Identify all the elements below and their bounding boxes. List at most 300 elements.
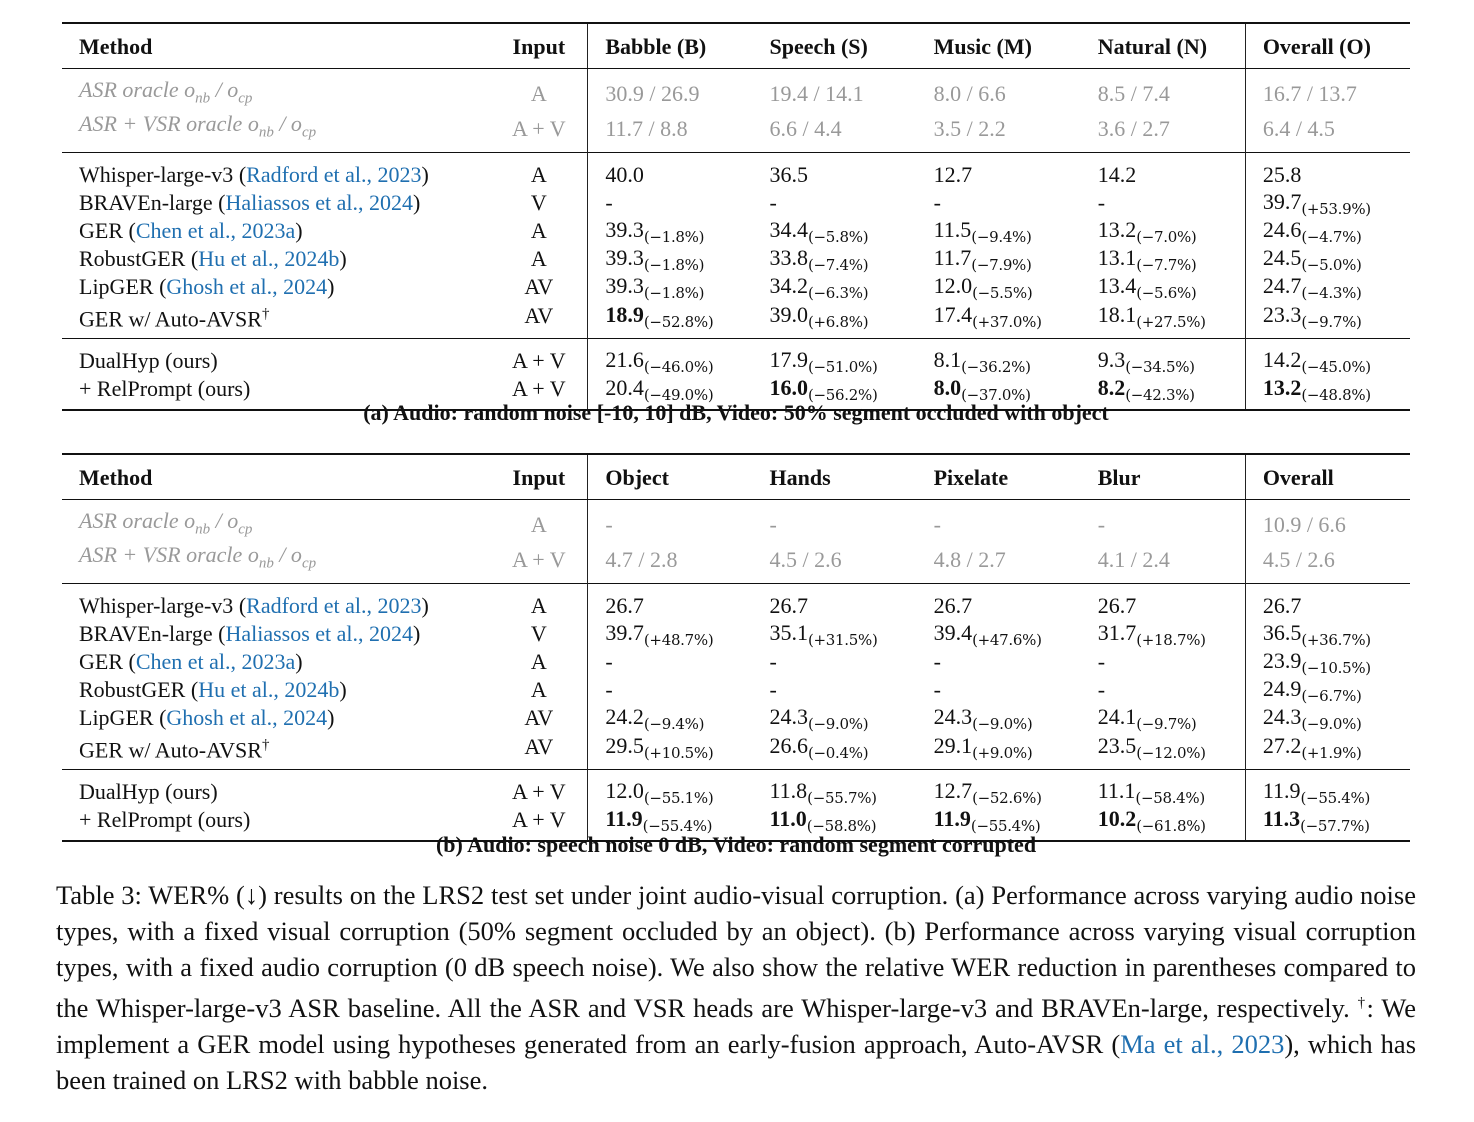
- citation-link[interactable]: Haliassos et al., 2024: [225, 189, 414, 215]
- oracle-subscript: nb: [195, 521, 211, 538]
- value-cell: [1081, 732, 1246, 770]
- method-cell: [62, 339, 490, 376]
- value-cell: [588, 189, 753, 217]
- relative-change: (−57.7%): [1300, 817, 1370, 836]
- table-row: [62, 500, 1410, 543]
- method-cell: BRAVEn-large (Haliassos et al., 2024): [79, 189, 421, 215]
- method-name: + RelPrompt (ours): [79, 376, 251, 402]
- value-cell: [588, 245, 753, 273]
- relative-change: (+6.8%): [807, 313, 869, 332]
- dagger-mark: †: [261, 736, 270, 753]
- value-cell: [917, 301, 1081, 339]
- table-row: [62, 620, 1410, 648]
- input-cell: A + V: [512, 115, 566, 141]
- baseline-rows-group: [62, 583, 1410, 769]
- value-cell: [917, 676, 1081, 704]
- column-header: Method: [62, 23, 490, 69]
- method-cell: GER (Chen et al., 2023a): [79, 217, 303, 243]
- relative-change: (−12.0%): [1136, 744, 1206, 763]
- value-cell: [752, 189, 916, 217]
- relative-change: (−5.6%): [1136, 283, 1197, 302]
- oracle-subscript: cp: [238, 521, 253, 538]
- value-cell: [917, 245, 1081, 273]
- relative-change: (−48.8%): [1301, 386, 1371, 405]
- value-cell: [917, 732, 1081, 770]
- table-row: [62, 217, 1410, 245]
- citation-year[interactable]: 2023: [377, 161, 422, 187]
- citation-year[interactable]: 2023a: [241, 648, 296, 674]
- wer-value: 36.5: [1262, 619, 1302, 645]
- value-cell: [917, 152, 1081, 189]
- value-cell: [1081, 620, 1246, 648]
- value-cell: [752, 770, 916, 807]
- input-cell: AV: [524, 734, 554, 760]
- value-cell: 3.6 / 2.7: [1097, 115, 1170, 141]
- value-cell: 16.7 / 13.7: [1245, 69, 1410, 112]
- method-name: BRAVEn-large: [79, 620, 213, 646]
- citation-link[interactable]: Chen et al., 2023a: [135, 217, 296, 243]
- wer-value: 24.3: [1262, 703, 1302, 729]
- value-cell: [917, 583, 1081, 620]
- input-cell: A + V: [512, 348, 566, 374]
- value-cell: [1245, 676, 1410, 704]
- wer-value: -: [1097, 648, 1106, 674]
- citation-link[interactable]: Hu et al., 2024b: [198, 245, 340, 271]
- method-cell: ASR oracle $o_{nb} / o_{cp}$: [79, 77, 253, 107]
- input-cell: A: [530, 676, 547, 702]
- input-cell: A: [530, 217, 547, 243]
- value-cell: [1081, 704, 1246, 732]
- wer-value: 11.7: [933, 244, 972, 270]
- citation-author[interactable]: Ghosh et al.: [166, 273, 273, 299]
- column-header: Overall (O): [1245, 23, 1410, 69]
- citation-author[interactable]: Radford et al.: [246, 161, 367, 187]
- wer-value: 17.9: [769, 347, 808, 373]
- wer-value: 39.3: [605, 244, 644, 270]
- value-cell: [1081, 301, 1246, 339]
- column-header: Blur: [1081, 454, 1246, 500]
- table-row: [62, 245, 1410, 273]
- value-cell: 11.7 / 8.8: [588, 111, 753, 152]
- value-cell: [752, 704, 916, 732]
- relative-change: (−49.0%): [643, 386, 714, 405]
- value-cell: -: [1097, 512, 1106, 538]
- value-cell: 4.7 / 2.8: [588, 542, 753, 583]
- wer-value: -: [605, 676, 613, 702]
- table-row: [62, 189, 1410, 217]
- citation-year[interactable]: 2024: [369, 189, 414, 215]
- wer-value: -: [1097, 189, 1106, 215]
- relative-change: (−55.4%): [1300, 789, 1371, 808]
- table-row: [62, 301, 1410, 339]
- citation-author[interactable]: Ma et al.: [1120, 1028, 1217, 1059]
- value-cell: [588, 583, 753, 620]
- method-name: DualHyp (ours): [79, 779, 218, 805]
- method-cell: ASR + VSR oracle $o_{nb} / o_{cp}$: [79, 542, 317, 572]
- relative-change: (−1.8%): [643, 283, 705, 302]
- wer-value: -: [605, 189, 613, 215]
- relative-change: (−5.8%): [807, 227, 869, 246]
- wer-value: 11.9: [605, 806, 643, 832]
- wer-value: -: [769, 189, 777, 215]
- method-name: Whisper-large-v3: [79, 161, 234, 187]
- relative-change: (−7.9%): [971, 255, 1032, 274]
- value-cell: [1245, 189, 1410, 217]
- relative-change: (−6.7%): [1301, 686, 1362, 705]
- wer-value: 18.1: [1097, 302, 1137, 328]
- wer-value: 26.7: [933, 592, 973, 618]
- wer-value: 24.5: [1262, 244, 1302, 270]
- wer-value: 11.9: [1262, 778, 1301, 804]
- table-a-caption: (a) Audio: random noise [-10, 10] dB, Video: 50% segment occluded with object: [363, 400, 1109, 425]
- value-cell: [752, 301, 916, 339]
- wer-value: 27.2: [1262, 733, 1302, 759]
- value-cell: [1245, 583, 1410, 620]
- wer-value: 36.5: [769, 161, 808, 187]
- value-cell: 3.5 / 2.2: [933, 115, 1006, 141]
- citation-author[interactable]: Hu et al.: [198, 676, 274, 702]
- value-cell: 4.1 / 2.4: [1097, 546, 1170, 572]
- baseline-rows-group: [62, 152, 1410, 338]
- value-cell: [752, 152, 916, 189]
- wer-value: 34.4: [769, 216, 808, 242]
- relative-change: (−10.5%): [1301, 658, 1371, 677]
- column-header: Music (M): [917, 23, 1081, 69]
- ours-rows-group: [62, 770, 1410, 842]
- value-cell: [1245, 770, 1410, 807]
- value-cell: [752, 620, 916, 648]
- method-name: GER w/ Auto-AVSR: [79, 306, 262, 332]
- value-cell: [1245, 339, 1410, 376]
- relative-change: (+9.0%): [972, 744, 1033, 763]
- relative-change: (+31.5%): [807, 630, 878, 649]
- method-cell: [62, 301, 490, 339]
- wer-value: 16.0: [769, 375, 808, 401]
- value-cell: [752, 273, 916, 301]
- wer-value: 8.1: [933, 347, 962, 373]
- relative-change: (+27.5%): [1136, 313, 1206, 332]
- relative-change: (−56.2%): [807, 386, 878, 405]
- relative-change: (−1.8%): [643, 227, 705, 246]
- value-cell: 8.5 / 7.4: [1097, 81, 1170, 107]
- method-name: RobustGER: [79, 245, 186, 271]
- header-row: [62, 454, 1410, 500]
- relative-change: (−0.4%): [807, 744, 869, 763]
- relative-change: (+37.0%): [972, 313, 1042, 332]
- table-row: [62, 111, 1410, 152]
- value-cell: [917, 770, 1081, 807]
- wer-value: 23.9: [1262, 647, 1302, 673]
- method-cell: [62, 732, 490, 770]
- value-cell: [1081, 217, 1246, 245]
- relative-change: (−9.7%): [1136, 714, 1197, 733]
- value-cell: 6.6 / 4.4: [769, 115, 842, 141]
- relative-change: (+36.7%): [1301, 630, 1371, 649]
- header-row: [62, 23, 1410, 69]
- method-cell: BRAVEn-large (Haliassos et al., 2024): [79, 620, 421, 646]
- wer-value: 26.7: [1097, 592, 1137, 618]
- method-cell: Whisper-large-v3 (Radford et al., 2023): [79, 161, 429, 187]
- input-cell: AV: [524, 273, 554, 299]
- relative-change: (−55.4%): [970, 817, 1041, 836]
- relative-change: (+53.9%): [1301, 199, 1371, 218]
- relative-change: (−61.8%): [1136, 817, 1206, 836]
- value-cell: [917, 704, 1081, 732]
- caption-text-end: ), which has been trained on LRS2 with babble noise.: [56, 1028, 1417, 1095]
- table-b-caption: (b) Audio: speech noise 0 dB, Video: random segment corrupted: [435, 832, 1037, 857]
- value-cell: [752, 676, 916, 704]
- value-cell: [752, 648, 916, 676]
- wer-value: -: [769, 676, 777, 702]
- value-cell: -: [933, 512, 941, 538]
- citation-year[interactable]: 2023a: [241, 217, 296, 243]
- value-cell: [588, 273, 753, 301]
- input-cell: V: [530, 189, 547, 215]
- wer-value: 24.2: [605, 703, 644, 729]
- method-cell: Whisper-large-v3 (Radford et al., 2023): [79, 592, 429, 618]
- method-name: LipGER: [79, 273, 154, 299]
- citation-link[interactable]: Ghosh et al., 2024: [166, 273, 328, 299]
- value-cell: [1245, 273, 1410, 301]
- value-cell: [1081, 770, 1246, 807]
- citation-author[interactable]: Radford et al.: [246, 592, 367, 618]
- citation-link[interactable]: Hu et al., 2024b: [198, 676, 340, 702]
- wer-value: 21.6: [605, 347, 644, 373]
- wer-value: 11.9: [933, 806, 971, 832]
- value-cell: [752, 339, 916, 376]
- wer-value: 39.3: [605, 272, 644, 298]
- column-header: Hands: [752, 454, 916, 500]
- input-cell: AV: [524, 303, 554, 329]
- relative-change: (−55.7%): [807, 789, 877, 808]
- relative-change: (−9.0%): [972, 714, 1033, 733]
- column-header: Overall: [1245, 454, 1410, 500]
- value-cell: [1245, 648, 1410, 676]
- oracle-subscript: nb: [258, 124, 274, 141]
- citation-author[interactable]: Chen et al.: [135, 217, 231, 243]
- table-row: [62, 676, 1410, 704]
- table-row: [62, 732, 1410, 770]
- wer-value: 9.3: [1097, 347, 1126, 373]
- relative-change: (−58.4%): [1135, 789, 1205, 808]
- value-cell: [1245, 245, 1410, 273]
- table-row: [62, 583, 1410, 620]
- table-row: [62, 152, 1410, 189]
- table-row: [62, 69, 1410, 112]
- wer-value: 13.1: [1097, 244, 1137, 270]
- wer-value: 17.4: [933, 302, 973, 328]
- input-cell: A + V: [512, 376, 566, 402]
- value-cell: [1245, 732, 1410, 770]
- caption-text: Table 3: WER% (↓) results on the LRS2 test set under joint audio-visual corruption. (a) Performance across varying audio noise types, with a fixed visual corruption (50% segment occluded by an object). (b) Performance across varying visual corruption types, with a fixed audio corruption (0 dB speech noise). We also show the relative WER reduction in parentheses compared to the Whisper-large-v3 ASR baseline. All the ASR and VSR heads are Whisper-large-v3 and BRAVEn-large, respectively.: [56, 880, 1416, 1023]
- citation-author[interactable]: Haliassos et al.: [225, 620, 359, 646]
- wer-value: 40.0: [605, 161, 644, 187]
- value-cell: [588, 301, 753, 339]
- wer-value: 14.2: [1097, 161, 1137, 187]
- relative-change: (−6.3%): [807, 283, 869, 302]
- wer-value: 24.9: [1262, 675, 1302, 701]
- relative-change: (−51.0%): [807, 358, 878, 377]
- wer-value: 31.7: [1097, 619, 1137, 645]
- citation-link[interactable]: Ghosh et al., 2024: [166, 704, 328, 730]
- value-cell: [1081, 245, 1246, 273]
- value-cell: [588, 339, 753, 376]
- column-header: Input: [490, 23, 588, 69]
- wer-value: 39.7: [605, 619, 644, 645]
- method-name: DualHyp (ours): [79, 348, 218, 374]
- column-header: Object: [588, 454, 753, 500]
- wer-value: 11.0: [769, 806, 807, 832]
- table-row: [62, 339, 1410, 376]
- citation-link[interactable]: Chen et al., 2023a: [135, 648, 296, 674]
- relative-change: (−55.4%): [642, 817, 713, 836]
- wer-value: 11.1: [1097, 778, 1136, 804]
- method-cell: GER (Chen et al., 2023a): [79, 648, 303, 674]
- value-cell: [588, 770, 753, 807]
- value-cell: [1081, 152, 1246, 189]
- table-header: [62, 23, 1410, 69]
- wer-value: 20.4: [605, 375, 644, 401]
- citation-link[interactable]: Radford et al., 2023: [246, 161, 422, 187]
- citation-year[interactable]: 2024: [283, 704, 328, 730]
- wer-value: 26.7: [769, 592, 808, 618]
- citation-link[interactable]: Haliassos et al., 2024: [225, 620, 414, 646]
- method-name: LipGER: [79, 704, 154, 730]
- citation-year[interactable]: 2024: [369, 620, 414, 646]
- oracle-subscript: nb: [258, 555, 274, 572]
- table-row: [62, 648, 1410, 676]
- method-cell: LipGER (Ghosh et al., 2024): [79, 704, 335, 730]
- oracle-subscript: cp: [301, 124, 317, 141]
- citation-year[interactable]: 2024b: [284, 245, 340, 271]
- value-cell: [752, 217, 916, 245]
- wer-value: 39.0: [769, 302, 808, 328]
- input-cell: AV: [524, 704, 554, 730]
- citation-author[interactable]: Chen et al.: [135, 648, 231, 674]
- relative-change: (−9.4%): [971, 227, 1032, 246]
- input-cell: A: [530, 592, 547, 618]
- relative-change: (+48.7%): [643, 630, 714, 649]
- dagger-mark: †: [261, 305, 270, 322]
- relative-change: (+18.7%): [1136, 630, 1206, 649]
- value-cell: 8.0 / 6.6: [933, 81, 1006, 107]
- input-cell: A + V: [512, 807, 566, 833]
- wer-value: 33.8: [769, 244, 808, 270]
- input-cell: A: [530, 512, 547, 538]
- wer-value: 13.2: [1097, 216, 1137, 242]
- relative-change: (+47.6%): [972, 630, 1042, 649]
- input-cell: A + V: [512, 779, 566, 805]
- value-cell: 4.5 / 2.6: [769, 546, 842, 572]
- citation-link[interactable]: Ma et al., 2023: [1120, 1028, 1285, 1059]
- wer-value: 13.4: [1097, 272, 1137, 298]
- method-cell: LipGER (Ghosh et al., 2024): [79, 273, 335, 299]
- value-cell: -: [769, 512, 777, 538]
- value-cell: 4.5 / 2.6: [1245, 542, 1410, 583]
- wer-value: 12.0: [605, 778, 644, 804]
- method-cell: [62, 770, 490, 807]
- value-cell: [1081, 648, 1246, 676]
- value-cell: [588, 732, 753, 770]
- method-name: BRAVEn-large: [79, 189, 213, 215]
- value-cell: [1245, 301, 1410, 339]
- citation-link[interactable]: Radford et al., 2023: [246, 592, 422, 618]
- column-header: Babble (B): [588, 23, 753, 69]
- method-name: GER: [79, 648, 123, 674]
- wer-value: 24.3: [769, 703, 808, 729]
- citation-year[interactable]: 2024b: [284, 676, 340, 702]
- wer-value: 25.8: [1262, 161, 1302, 187]
- column-header: Input: [490, 454, 588, 500]
- relative-change: (−46.0%): [643, 358, 714, 377]
- method-label: ASR + VSR oracle: [79, 542, 243, 568]
- wer-value: 13.2: [1262, 375, 1302, 401]
- wer-value: -: [933, 648, 941, 674]
- citation-author[interactable]: Haliassos et al.: [225, 189, 359, 215]
- relative-change: (−52.8%): [643, 313, 714, 332]
- oracle-subscript: cp: [238, 90, 253, 107]
- value-cell: [588, 676, 753, 704]
- wer-value: 35.1: [769, 619, 808, 645]
- relative-change: (−9.4%): [643, 714, 705, 733]
- value-cell: 10.9 / 6.6: [1245, 500, 1410, 543]
- wer-value: 11.8: [769, 778, 808, 804]
- wer-value: -: [933, 189, 941, 215]
- input-cell: A: [530, 648, 547, 674]
- relative-change: (−34.5%): [1125, 358, 1195, 377]
- column-header: Pixelate: [917, 454, 1081, 500]
- citation-year[interactable]: 2023: [377, 592, 422, 618]
- citation-year[interactable]: 2023: [1231, 1028, 1285, 1059]
- method-name: + RelPrompt (ours): [79, 807, 251, 833]
- value-cell: [588, 704, 753, 732]
- relative-change: (+10.5%): [643, 744, 714, 763]
- table-row: [62, 273, 1410, 301]
- value-cell: [1081, 583, 1246, 620]
- value-cell: [1081, 339, 1246, 376]
- dagger-mark: †: [1357, 995, 1367, 1011]
- wer-value: 34.2: [769, 272, 808, 298]
- wer-value: -: [1097, 676, 1106, 702]
- relative-change: (−52.6%): [972, 789, 1042, 808]
- citation-author[interactable]: Ghosh et al.: [166, 704, 273, 730]
- input-cell: A + V: [512, 546, 566, 572]
- citation-author[interactable]: Hu et al.: [198, 245, 274, 271]
- method-cell: ASR oracle $o_{nb} / o_{cp}$: [79, 508, 253, 538]
- column-header: Method: [62, 454, 490, 500]
- value-cell: [1245, 620, 1410, 648]
- citation-year[interactable]: 2024: [283, 273, 328, 299]
- relative-change: (−58.8%): [806, 817, 877, 836]
- wer-value: -: [605, 648, 613, 674]
- relative-change: (−5.5%): [972, 283, 1033, 302]
- wer-value: 23.5: [1097, 733, 1137, 759]
- value-cell: 6.4 / 4.5: [1245, 111, 1410, 152]
- relative-change: (−4.3%): [1301, 283, 1362, 302]
- value-cell: [917, 217, 1081, 245]
- relative-change: (−9.0%): [807, 714, 869, 733]
- wer-value: 39.3: [605, 216, 644, 242]
- wer-value: 8.0: [933, 375, 962, 401]
- table-row: [62, 704, 1410, 732]
- method-label: ASR oracle: [79, 77, 179, 102]
- oracle-group: [62, 69, 1410, 153]
- wer-value: 14.2: [1262, 347, 1302, 373]
- wer-value: -: [933, 676, 941, 702]
- wer-value: 24.3: [933, 703, 973, 729]
- wer-value: 12.7: [933, 161, 973, 187]
- wer-value: 11.3: [1262, 806, 1301, 832]
